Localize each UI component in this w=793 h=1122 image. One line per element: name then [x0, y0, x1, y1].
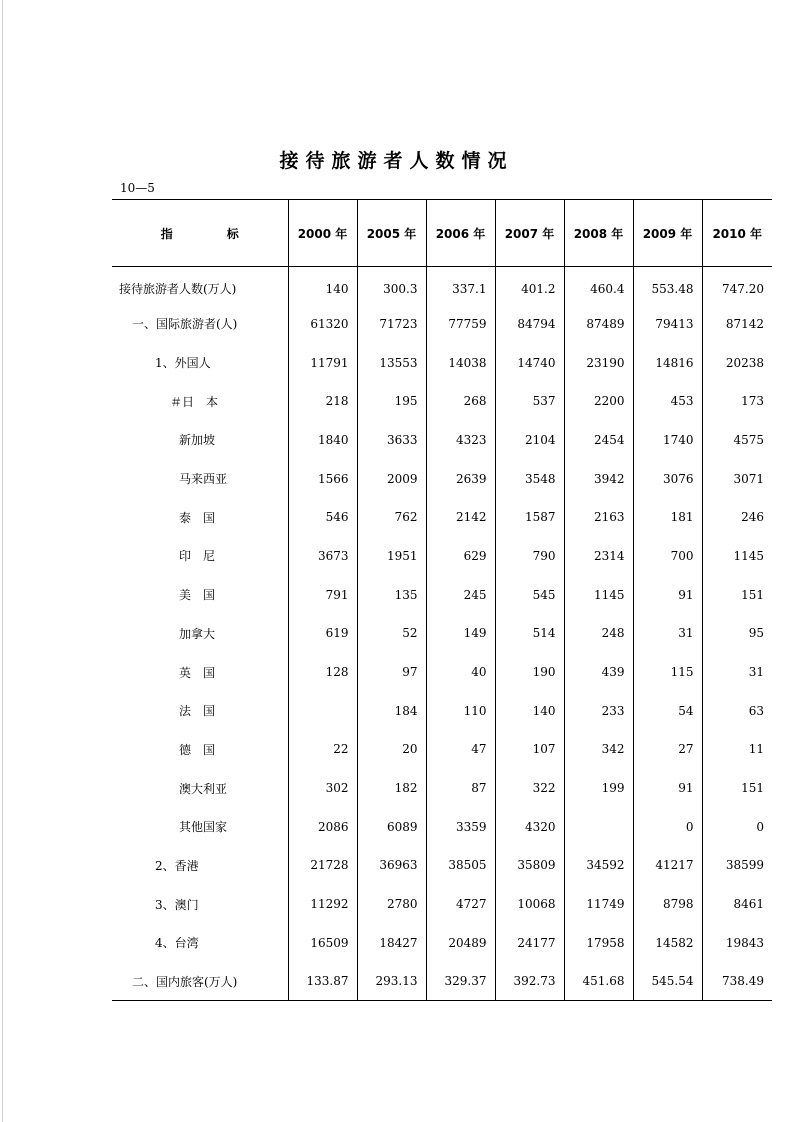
row-value: 4323: [426, 421, 495, 460]
row-value: 322: [495, 769, 564, 808]
row-label: 二、国内旅客(万人): [112, 962, 288, 1001]
row-value: 91: [633, 575, 702, 614]
row-value: 619: [288, 614, 357, 653]
row-value: 135: [357, 575, 426, 614]
table-row: [112, 267, 772, 305]
row-value: 233: [564, 691, 633, 730]
row-value: 71723: [357, 305, 426, 344]
row-value: 24177: [495, 924, 564, 963]
row-value: 13553: [357, 343, 426, 382]
row-value: 8798: [633, 885, 702, 924]
page-title: 接待旅游者人数情况: [279, 150, 514, 172]
row-value: 38599: [702, 846, 772, 885]
row-label: 接待旅游者人数(万人): [119, 282, 237, 297]
row-value: 20: [357, 730, 426, 769]
row-value: 268: [426, 382, 495, 421]
table-row: [112, 305, 772, 344]
row-value: [288, 691, 357, 730]
row-value: 6089: [357, 807, 426, 846]
row-value: 4727: [426, 885, 495, 924]
header-year-2009: 2009 年: [633, 200, 702, 267]
row-label: ＃日 本: [170, 394, 219, 409]
row-value: 27: [633, 730, 702, 769]
row-value: 791: [288, 575, 357, 614]
header-year-2010: 2010 年: [702, 200, 772, 267]
table-row: [112, 769, 772, 808]
row-value: 20238: [702, 343, 772, 382]
header-indicator: [112, 200, 288, 267]
row-value: 63: [702, 691, 772, 730]
row-value: 11292: [288, 885, 357, 924]
table-row: [112, 730, 772, 769]
table-code: 10—5: [120, 181, 155, 195]
row-value: 2009: [357, 459, 426, 498]
row-value: 700: [633, 537, 702, 576]
row-value: 41217: [633, 846, 702, 885]
row-value: 151: [702, 769, 772, 808]
row-value: 401.2: [495, 267, 564, 305]
row-value: 91: [633, 769, 702, 808]
row-value: 2314: [564, 537, 633, 576]
row-value: 35809: [495, 846, 564, 885]
row-value: 199: [564, 769, 633, 808]
row-value: 545: [495, 575, 564, 614]
row-value: 3359: [426, 807, 495, 846]
row-value: [564, 807, 633, 846]
row-label: 泰 国: [179, 510, 216, 525]
row-value: 300.3: [357, 267, 426, 305]
row-value: 47: [426, 730, 495, 769]
row-value: 79413: [633, 305, 702, 344]
row-value: 2086: [288, 807, 357, 846]
row-value: 246: [702, 498, 772, 537]
table-row: [112, 653, 772, 692]
row-label: 其他国家: [179, 820, 228, 835]
row-value: 61320: [288, 305, 357, 344]
row-value: 14582: [633, 924, 702, 963]
row-value: 329.37: [426, 962, 495, 1001]
row-label: 马来西亚: [179, 472, 228, 487]
row-value: 34592: [564, 846, 633, 885]
row-value: 77759: [426, 305, 495, 344]
row-label: 一、国际旅游者(人): [132, 317, 238, 332]
row-label: 法 国: [179, 704, 216, 719]
row-value: 31: [702, 653, 772, 692]
row-value: 2780: [357, 885, 426, 924]
row-value: 302: [288, 769, 357, 808]
table-row: [112, 575, 772, 614]
row-value: 54: [633, 691, 702, 730]
row-value: 248: [564, 614, 633, 653]
row-value: 218: [288, 382, 357, 421]
row-label: 4、台湾: [155, 936, 199, 951]
row-value: 342: [564, 730, 633, 769]
table-row: [112, 846, 772, 885]
row-value: 14038: [426, 343, 495, 382]
row-value: 87489: [564, 305, 633, 344]
row-label: 英 国: [179, 665, 216, 680]
row-value: 545.54: [633, 962, 702, 1001]
row-value: 21728: [288, 846, 357, 885]
row-label: 美 国: [179, 588, 216, 603]
row-value: 182: [357, 769, 426, 808]
header-year-2007: 2007 年: [495, 200, 564, 267]
header-year-2005: 2005 年: [357, 200, 426, 267]
header-indicator-char-1: 指: [160, 226, 173, 241]
row-value: 3548: [495, 459, 564, 498]
row-value: 2163: [564, 498, 633, 537]
row-value: 110: [426, 691, 495, 730]
table-row: [112, 537, 772, 576]
row-value: 149: [426, 614, 495, 653]
row-value: 14740: [495, 343, 564, 382]
row-value: 553.48: [633, 267, 702, 305]
row-value: 2104: [495, 421, 564, 460]
row-value: 1951: [357, 537, 426, 576]
table-row: [112, 924, 772, 963]
row-value: 97: [357, 653, 426, 692]
row-value: 747.20: [702, 267, 772, 305]
row-value: 190: [495, 653, 564, 692]
table-row: [112, 614, 772, 653]
row-value: 16509: [288, 924, 357, 963]
row-value: 128: [288, 653, 357, 692]
row-value: 2454: [564, 421, 633, 460]
row-value: 107: [495, 730, 564, 769]
row-label: 加拿大: [179, 626, 216, 641]
row-label: 1、外国人: [155, 356, 211, 371]
row-value: 10068: [495, 885, 564, 924]
header-indicator-char-2: 标: [226, 226, 239, 241]
table-row: [112, 459, 772, 498]
table-header-row: [112, 200, 772, 267]
table-row: [112, 807, 772, 846]
row-value: 453: [633, 382, 702, 421]
row-value: 14816: [633, 343, 702, 382]
row-value: 1587: [495, 498, 564, 537]
row-value: 2142: [426, 498, 495, 537]
row-value: 181: [633, 498, 702, 537]
row-value: 140: [495, 691, 564, 730]
row-value: 3076: [633, 459, 702, 498]
row-label: 3、澳门: [155, 897, 199, 912]
row-value: 84794: [495, 305, 564, 344]
row-value: 20489: [426, 924, 495, 963]
row-value: 8461: [702, 885, 772, 924]
row-value: 1566: [288, 459, 357, 498]
row-value: 173: [702, 382, 772, 421]
row-value: 151: [702, 575, 772, 614]
row-value: 537: [495, 382, 564, 421]
row-value: 451.68: [564, 962, 633, 1001]
row-value: 514: [495, 614, 564, 653]
row-value: 133.87: [288, 962, 357, 1001]
row-value: 11791: [288, 343, 357, 382]
row-value: 2200: [564, 382, 633, 421]
row-value: 790: [495, 537, 564, 576]
row-label: 新加坡: [179, 433, 216, 448]
table-row: [112, 885, 772, 924]
row-value: 245: [426, 575, 495, 614]
row-value: 738.49: [702, 962, 772, 1001]
row-value: 11749: [564, 885, 633, 924]
row-label: 德 国: [179, 742, 216, 757]
row-value: 195: [357, 382, 426, 421]
row-value: 0: [702, 807, 772, 846]
visitor-stats-table: [112, 199, 772, 1001]
table-row: [112, 691, 772, 730]
row-value: 392.73: [495, 962, 564, 1001]
row-value: 546: [288, 498, 357, 537]
row-value: 19843: [702, 924, 772, 963]
row-value: 87: [426, 769, 495, 808]
row-value: 23190: [564, 343, 633, 382]
row-label: 2、香港: [155, 858, 199, 873]
row-value: 629: [426, 537, 495, 576]
row-value: 11: [702, 730, 772, 769]
row-value: 22: [288, 730, 357, 769]
row-value: 4575: [702, 421, 772, 460]
row-label: 澳大利亚: [179, 781, 228, 796]
row-value: 184: [357, 691, 426, 730]
row-value: 3942: [564, 459, 633, 498]
row-value: 3633: [357, 421, 426, 460]
row-value: 87142: [702, 305, 772, 344]
header-year-2000: 2000 年: [288, 200, 357, 267]
row-value: 52: [357, 614, 426, 653]
row-value: 293.13: [357, 962, 426, 1001]
row-value: 38505: [426, 846, 495, 885]
row-label: 印 尼: [179, 549, 216, 564]
row-value: 36963: [357, 846, 426, 885]
header-year-2006: 2006 年: [426, 200, 495, 267]
row-value: 95: [702, 614, 772, 653]
row-value: 0: [633, 807, 702, 846]
row-value: 1145: [564, 575, 633, 614]
row-value: 140: [288, 267, 357, 305]
table-row: [112, 382, 772, 421]
row-value: 1840: [288, 421, 357, 460]
row-value: 40: [426, 653, 495, 692]
row-value: 3673: [288, 537, 357, 576]
table-row: [112, 421, 772, 460]
table-row: [112, 962, 772, 1001]
row-value: 439: [564, 653, 633, 692]
row-value: 460.4: [564, 267, 633, 305]
row-value: 2639: [426, 459, 495, 498]
row-value: 3071: [702, 459, 772, 498]
row-value: 31: [633, 614, 702, 653]
row-value: 762: [357, 498, 426, 537]
table-row: [112, 343, 772, 382]
row-value: 1740: [633, 421, 702, 460]
table-row: [112, 498, 772, 537]
row-value: 17958: [564, 924, 633, 963]
row-value: 115: [633, 653, 702, 692]
header-year-2008: 2008 年: [564, 200, 633, 267]
row-value: 337.1: [426, 267, 495, 305]
row-value: 4320: [495, 807, 564, 846]
row-value: 1145: [702, 537, 772, 576]
row-value: 18427: [357, 924, 426, 963]
